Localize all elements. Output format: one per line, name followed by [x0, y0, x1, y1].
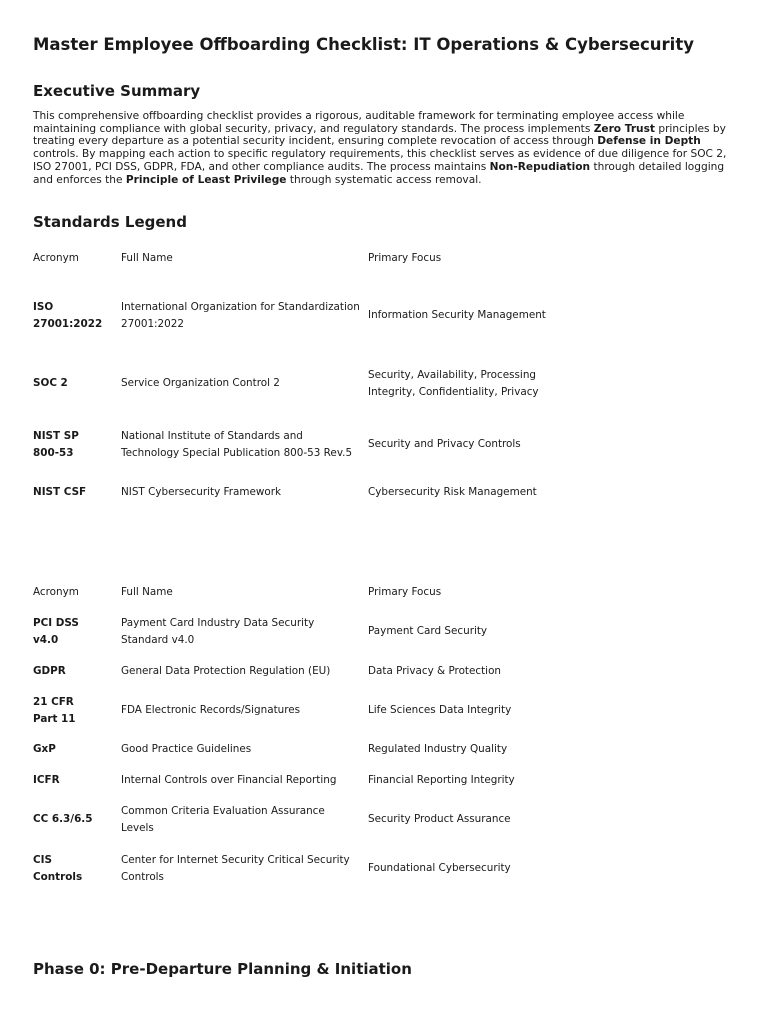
full-name-cell: Internal Controls over Financial Reporting	[121, 773, 337, 786]
page-title: Master Employee Offboarding Checklist: IT Operations & Cybersecurity	[33, 35, 694, 54]
table-row	[33, 358, 578, 410]
summary-term-zero-trust: Zero Trust	[593, 122, 655, 135]
column-header-primary-focus: Primary Focus	[368, 251, 442, 264]
table-row	[33, 735, 578, 765]
standards-table-2	[33, 577, 578, 894]
acronym-cell: ICFR	[33, 773, 60, 786]
focus-cell: Payment Card Security	[368, 625, 488, 638]
full-name-cell: General Data Protection Regulation (EU)	[121, 664, 331, 677]
summary-text-4: through detailed logging and enforces the	[33, 160, 725, 186]
full-name-cell: International Organization for Standardization 27001:2022	[121, 300, 360, 330]
table-row	[33, 656, 578, 687]
table-row	[33, 687, 578, 735]
focus-cell: Security and Privacy Controls	[368, 438, 521, 451]
summary-text-2: principles by treating every departure as a potential security incident, ensuring complete revocation of access through	[33, 122, 726, 148]
full-name-cell: Payment Card Industry Data Security Standard v4.0	[121, 616, 315, 646]
executive-summary-heading: Executive Summary	[33, 82, 201, 100]
acronym-cell: PCI DSS v4.0	[33, 616, 79, 646]
acronym-cell: CIS Controls	[33, 853, 83, 883]
focus-cell: Cybersecurity Risk Management	[368, 486, 537, 499]
summary-text-5: through systematic access removal.	[286, 173, 482, 186]
summary-text-1: This comprehensive offboarding checklist provides a rigorous, auditable framework for terminating employee access while maintaining compliance with global security, privacy, and regulatory standards. The process implements	[33, 110, 685, 135]
column-header-full-name: Full Name	[121, 251, 173, 264]
acronym-cell: CC 6.3/6.5	[33, 813, 93, 826]
focus-cell: Regulated Industry Quality	[368, 743, 508, 756]
phase-0-heading: Phase 0: Pre-Departure Planning & Initiation	[33, 960, 412, 978]
acronym-cell: GDPR	[33, 664, 66, 677]
focus-cell: Financial Reporting Integrity	[368, 773, 515, 786]
summary-term-non-repudiation: Non-Repudiation	[489, 160, 591, 173]
column-header-primary-focus: Primary Focus	[368, 585, 442, 598]
table-row	[33, 844, 578, 894]
focus-cell: Foundational Cybersecurity	[368, 862, 511, 875]
column-header-acronym: Acronym	[33, 585, 79, 598]
summary-text-3: controls. By mapping each action to specific regulatory requirements, this checklist serves as evidence of due diligence for SOC 2, ISO 27001, PCI DSS, GDPR, FDA, and other compliance audits. The process maintains	[33, 148, 727, 173]
full-name-cell: Good Practice Guidelines	[121, 743, 252, 756]
focus-cell: Life Sciences Data Integrity	[368, 704, 512, 717]
standards-table-1	[33, 243, 578, 506]
table-row	[33, 608, 578, 656]
full-name-cell: FDA Electronic Records/Signatures	[121, 704, 301, 717]
focus-cell: Data Privacy & Protection	[368, 664, 502, 677]
acronym-cell: 21 CFR Part 11	[33, 695, 76, 725]
full-name-cell: Center for Internet Security Critical Security Controls	[121, 853, 350, 883]
executive-summary-text	[33, 110, 738, 186]
full-name-cell: NIST Cybersecurity Framework	[121, 486, 282, 499]
focus-cell: Security, Availability, Processing Integrity, Confidentiality, Privacy	[368, 368, 539, 398]
table-header-row	[33, 577, 578, 608]
table-row	[33, 796, 578, 844]
acronym-cell: SOC 2	[33, 377, 68, 390]
table-row	[33, 410, 578, 480]
full-name-cell: National Institute of Standards and Technology Special Publication 800-53 Rev.5	[121, 429, 353, 459]
acronym-cell: NIST SP 800-53	[33, 429, 79, 459]
acronym-cell: GxP	[33, 743, 56, 756]
table-row	[33, 480, 578, 506]
summary-term-least-privilege: Principle of Least Privilege	[125, 173, 287, 186]
table-row	[33, 274, 578, 358]
column-header-acronym: Acronym	[33, 251, 79, 264]
full-name-cell: Service Organization Control 2	[121, 377, 280, 390]
focus-cell: Information Security Management	[368, 309, 546, 322]
summary-term-defense-in-depth: Defense in Depth	[597, 135, 701, 148]
full-name-cell: Common Criteria Evaluation Assurance Levels	[121, 804, 325, 834]
column-header-full-name: Full Name	[121, 585, 173, 598]
acronym-cell: ISO 27001:2022	[33, 300, 103, 330]
acronym-cell: NIST CSF	[33, 486, 87, 499]
table-row	[33, 765, 578, 796]
focus-cell: Security Product Assurance	[368, 813, 511, 826]
table-header-row	[33, 243, 578, 274]
standards-legend-heading: Standards Legend	[33, 213, 187, 231]
